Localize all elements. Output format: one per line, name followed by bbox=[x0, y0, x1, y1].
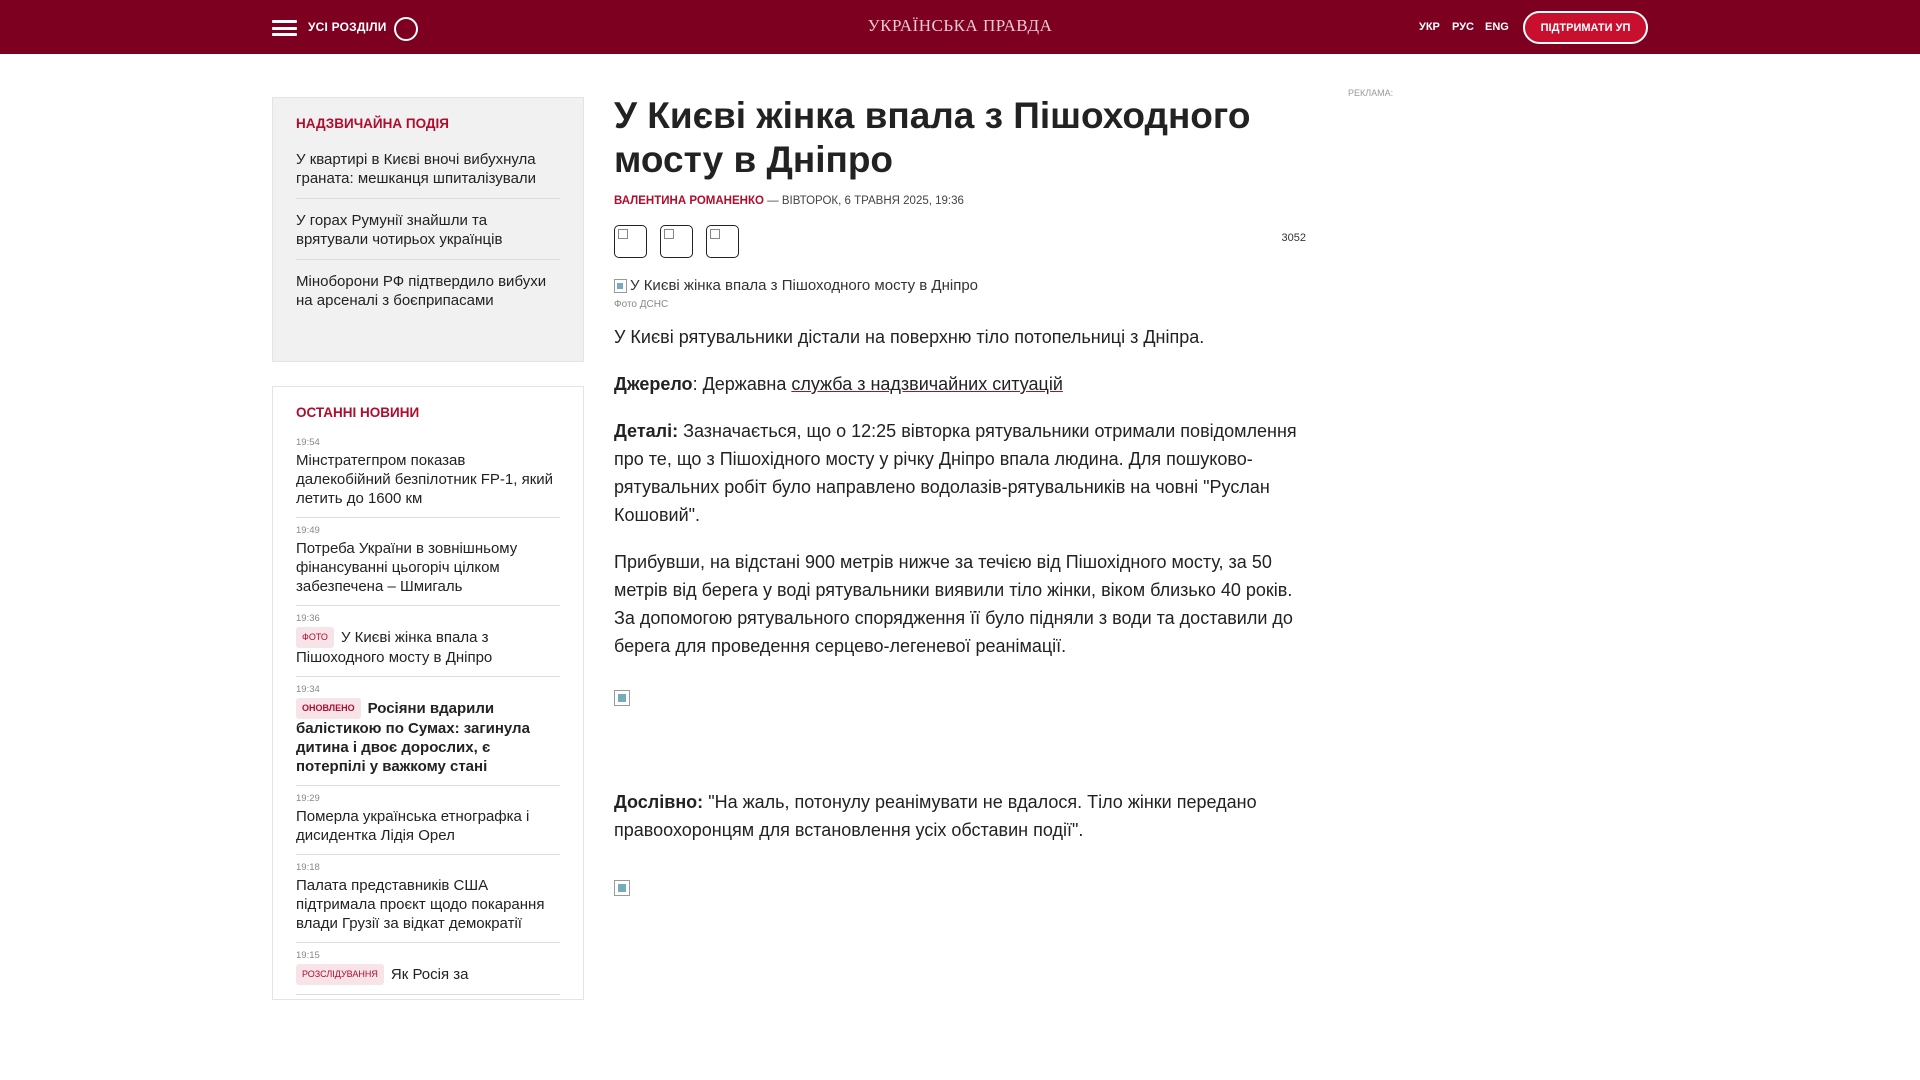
emergency-box bbox=[272, 97, 584, 362]
paragraph: Прибувши, на відстані 900 метрів нижче за течією від Пішохідного мосту, за 50 метрів від берега у воді рятувальники виявили тіло жінки, віком близько 40 років. За допомогою рятувального спорядження її було підняли з води та доставили до берега для проведення серцево-легеневої реанімації. bbox=[614, 552, 1293, 656]
source-paragraph bbox=[614, 370, 1306, 398]
top-header bbox=[0, 0, 1920, 54]
views-count: 3052 bbox=[1281, 232, 1306, 244]
news-title-wrap[interactable] bbox=[296, 627, 560, 667]
quote-paragraph bbox=[614, 788, 1306, 844]
article bbox=[614, 94, 1306, 896]
news-item bbox=[296, 609, 560, 677]
site-logo[interactable]: УКРАЇНСЬКА ПРАВДА bbox=[867, 16, 1053, 35]
news-item bbox=[296, 946, 560, 995]
emergency-item[interactable]: У горах Румунії знайшли та врятували чотирьох українців bbox=[296, 205, 560, 260]
news-item bbox=[296, 521, 560, 606]
news-time: 19:54 bbox=[296, 437, 320, 448]
latest-news-box bbox=[272, 386, 584, 1000]
news-title-wrap[interactable] bbox=[296, 964, 560, 985]
paragraph: У Києві рятувальники дістали на поверхню тіло потопельниці з Дніпра. bbox=[614, 327, 1205, 347]
news-time: 19:34 bbox=[296, 684, 320, 695]
embedded-image-icon bbox=[614, 880, 630, 896]
news-title[interactable]: У Києві жінка впала з Пішоходного мосту в Дніпро bbox=[296, 629, 493, 666]
details-text: Зазначається, що о 12:25 вівторка рятувальники отримали повідомлення про те, що з Пішохідного мосту у річку Дніпро впала людина. Для пошуково-рятувальних робіт було направлено водолазів-рятувальників на човні "Руслан Кошовий". bbox=[614, 421, 1297, 525]
news-item bbox=[296, 433, 560, 518]
quote-text: "На жаль, потонулу реанімувати не вдалося. Тіло жінки передано правоохоронцям для встановлення усіх обставин події". bbox=[614, 792, 1257, 840]
image-alt-text: У Києві жінка впала з Пішоходного мосту в Дніпро bbox=[630, 277, 979, 294]
news-title[interactable]: Палата представників США підтримала проєкт щодо покарання влади Грузії за відкат демократії bbox=[296, 877, 545, 932]
news-title[interactable]: Потреба України в зовнішньому фінансуванні цьогоріч цілком забезпечена – Шмигаль bbox=[296, 540, 518, 595]
menu-icon[interactable] bbox=[272, 20, 297, 36]
details-label: Деталі: bbox=[614, 421, 679, 441]
byline-dash: — bbox=[767, 195, 779, 207]
article-date: ВІВТОРОК, 6 ТРАВНЯ 2025, 19:36 bbox=[781, 195, 964, 207]
all-sections-link[interactable]: УСІ РОЗДІЛИ bbox=[308, 20, 387, 34]
author-link[interactable]: ВАЛЕНТИНА РОМАНЕНКО bbox=[614, 195, 764, 207]
details-paragraph bbox=[614, 417, 1306, 529]
byline bbox=[614, 195, 1306, 207]
photo-credit: Фото ДСНС bbox=[614, 299, 669, 310]
news-title[interactable]: Мінстратегпром показав далекобійний безпілотник FP-1, який летить до 1600 км bbox=[296, 452, 554, 507]
latest-news-title[interactable]: ОСТАННІ НОВИНИ bbox=[296, 405, 420, 420]
lang-rus[interactable]: РУС bbox=[1452, 21, 1474, 33]
news-item bbox=[296, 789, 560, 855]
article-title: У Києві жінка впала з Пішоходного мосту в Дніпро bbox=[614, 95, 1251, 180]
news-title[interactable]: Росіяни вдарили балістикою по Сумах: загинула дитина і двоє дорослих, є потерпілі у важкому стані bbox=[296, 700, 530, 775]
news-title[interactable]: Померла українська етнографка і дисидентка Лідія Орел bbox=[296, 808, 530, 844]
news-tag: РОЗСЛІДУВАННЯ bbox=[296, 964, 384, 985]
source-link[interactable]: служба з надзвичайних ситуацій bbox=[791, 374, 1063, 394]
emergency-title[interactable]: НАДЗВИЧАЙНА ПОДІЯ bbox=[296, 116, 449, 131]
news-time: 19:18 bbox=[296, 862, 320, 873]
article-image bbox=[614, 277, 1306, 294]
news-item bbox=[296, 680, 560, 786]
news-time: 19:29 bbox=[296, 793, 320, 804]
lang-ukr[interactable]: УКР bbox=[1419, 21, 1440, 33]
news-title[interactable]: Як Росія за bbox=[390, 966, 469, 983]
emergency-item[interactable]: У квартирі в Києві вночі вибухнула граната: мешканця шпиталізували bbox=[296, 144, 560, 199]
search-icon[interactable] bbox=[394, 17, 418, 41]
share-row bbox=[614, 225, 1306, 265]
share-twitter-icon[interactable] bbox=[660, 225, 693, 258]
embedded-image-icon bbox=[614, 690, 630, 706]
source-label: Джерело bbox=[614, 374, 693, 394]
news-tag: ОНОВЛЕНО bbox=[296, 698, 361, 719]
share-facebook-icon[interactable] bbox=[614, 225, 647, 258]
quote-label: Дослівно: bbox=[614, 792, 704, 812]
source-text: : Державна bbox=[692, 374, 792, 394]
news-item bbox=[296, 858, 560, 943]
news-time: 19:15 bbox=[296, 950, 320, 961]
news-tag: ФОТО bbox=[296, 627, 334, 648]
lang-eng[interactable]: ENG bbox=[1485, 21, 1509, 33]
broken-image-icon bbox=[614, 279, 627, 293]
news-time: 19:36 bbox=[296, 613, 320, 624]
support-button[interactable]: ПІДТРИМАТИ УП bbox=[1523, 11, 1648, 44]
news-title-wrap[interactable] bbox=[296, 698, 560, 776]
emergency-item[interactable]: Міноборони РФ підтвердило вибухи на арсеналі з боєприпасами bbox=[296, 273, 547, 309]
ad-label: РЕКЛАМА: bbox=[1348, 88, 1394, 98]
news-time: 19:49 bbox=[296, 525, 320, 536]
share-telegram-icon[interactable] bbox=[706, 225, 739, 258]
